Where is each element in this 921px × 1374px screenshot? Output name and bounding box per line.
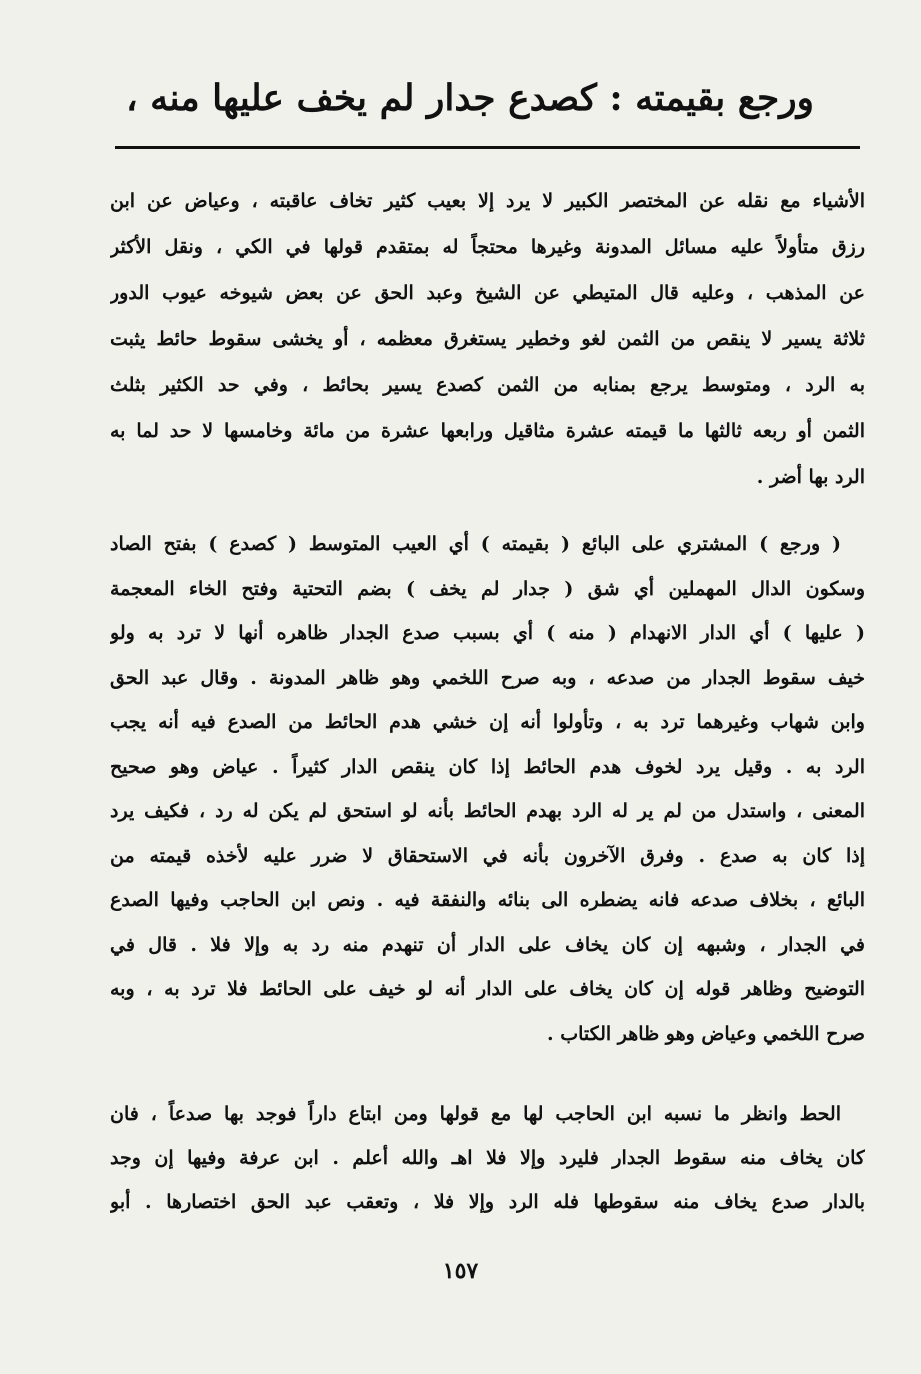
text-line: خيف سقوط الجدار من صدعه ، وبه صرح اللخمي وهو ظاهر المدونة . وقال عبد الحق (110, 666, 865, 689)
text-line: ( ورجع ) المشتري على البائع ( بقيمته ) أي العيب المتوسط ( كصدع ) بفتح الصاد (110, 533, 841, 555)
text-line: رزق متأولاً عليه مسائل المدونة وغيرها محتجاً له بمتقدم قولها في الكي ، ونقل الأكثر (110, 236, 865, 258)
text-line: التوضيح وظاهر قوله إن كان يخاف على الدار أنه لو خيف على الحائط فلا ترد به ، وبه (110, 978, 865, 1000)
page-number: ١٥٧ (442, 1258, 479, 1284)
text-line: عن المذهب ، وعليه قال المتيطي عن الشيخ وعبد الحق عن بعض شيوخه عيوب الدور (110, 282, 865, 304)
text-line: الثمن أو ربعه ثالثها ما قيمته عشرة مثاقيل ورابعها عشرة من مائة وخامسها لا حد لما به (110, 420, 865, 442)
text-line: وسكون الدال المهملين أي شق ( جدار لم يخف ) بضم التحتية وفتح الخاء المعجمة (110, 577, 865, 600)
text-line: إذا كان به صدع . وفرق الآخرون بأنه في الاستحقاق لا ضرر عليه لأخذه قيمته من (110, 844, 865, 867)
page-header-verse: ورجع بقيمته : كصدع جدار لم يخف عليها منه ، (126, 77, 814, 119)
text-line: به الرد ، ومتوسط يرجع بمنابه من الثمن كصدع يسير بحائط ، وفي حد الكثير بثلث (110, 374, 865, 396)
text-line: الحط وانظر ما نسبه ابن الحاجب لها مع قولها ومن ابتاع داراً فوجد بها صدعاً ، فان (110, 1103, 841, 1125)
text-line: ثلاثة يسير لا ينقص من الثمن لغو وخطير يستغرق معظمه ، أو يخشى سقوط حائط يثبت (110, 328, 865, 350)
text-line: المعنى ، واستدل من لم ير له الرد بهدم الحائط بأنه لو استحق لم يكن له رد ، فكيف يرد (110, 800, 865, 822)
text-line: في الجدار ، وشبهه إن كان يخاف على الدار أن تنهدم منه رد به وإلا فلا . قال في (110, 933, 865, 956)
commentary-paragraph-1 (110, 178, 865, 500)
text-line: صرح اللخمي وعياض وهو ظاهر الكتاب . (546, 1022, 865, 1045)
header-rule-divider (115, 146, 860, 149)
text-line: وابن شهاب وغيرهما ترد به ، وتأولوا أنه إن خشي هدم الحائط من الصدع فيه أنه يجب (110, 711, 865, 733)
text-line: البائع ، بخلاف صدعه فانه يضطره الى بنائه والنفقة فيه . ونص ابن الحاجب وفيها الصدع (110, 889, 865, 911)
text-line: الرد بها أضر . (756, 466, 865, 488)
text-line: كان يخاف منه سقوط الجدار فليرد وإلا فلا اهـ والله أعلم . ابن عرفة وفيها إن وجد (110, 1147, 865, 1169)
text-line: الأشياء مع نقله عن المختصر الكبير لا يرد إلا بعيب كثير تخاف عاقبته ، وعياض عن ابن (110, 190, 865, 212)
text-line: بالدار صدع يخاف منه سقوطها فله الرد وإلا فلا ، وتعقب عبد الحق اختصارها . أبو (110, 1191, 865, 1213)
commentary-paragraph-3 (110, 1092, 865, 1224)
text-line: الرد به . وقيل يرد لخوف هدم الحائط إذا كان ينقص الدار كثيراً . عياض وهو صحيح (110, 755, 865, 778)
commentary-paragraph-2 (110, 522, 865, 1056)
text-line: ( عليها ) أي الدار الانهدام ( منه ) أي بسبب صدع الجدار ظاهره أنها لا ترد به ولو (110, 622, 865, 644)
